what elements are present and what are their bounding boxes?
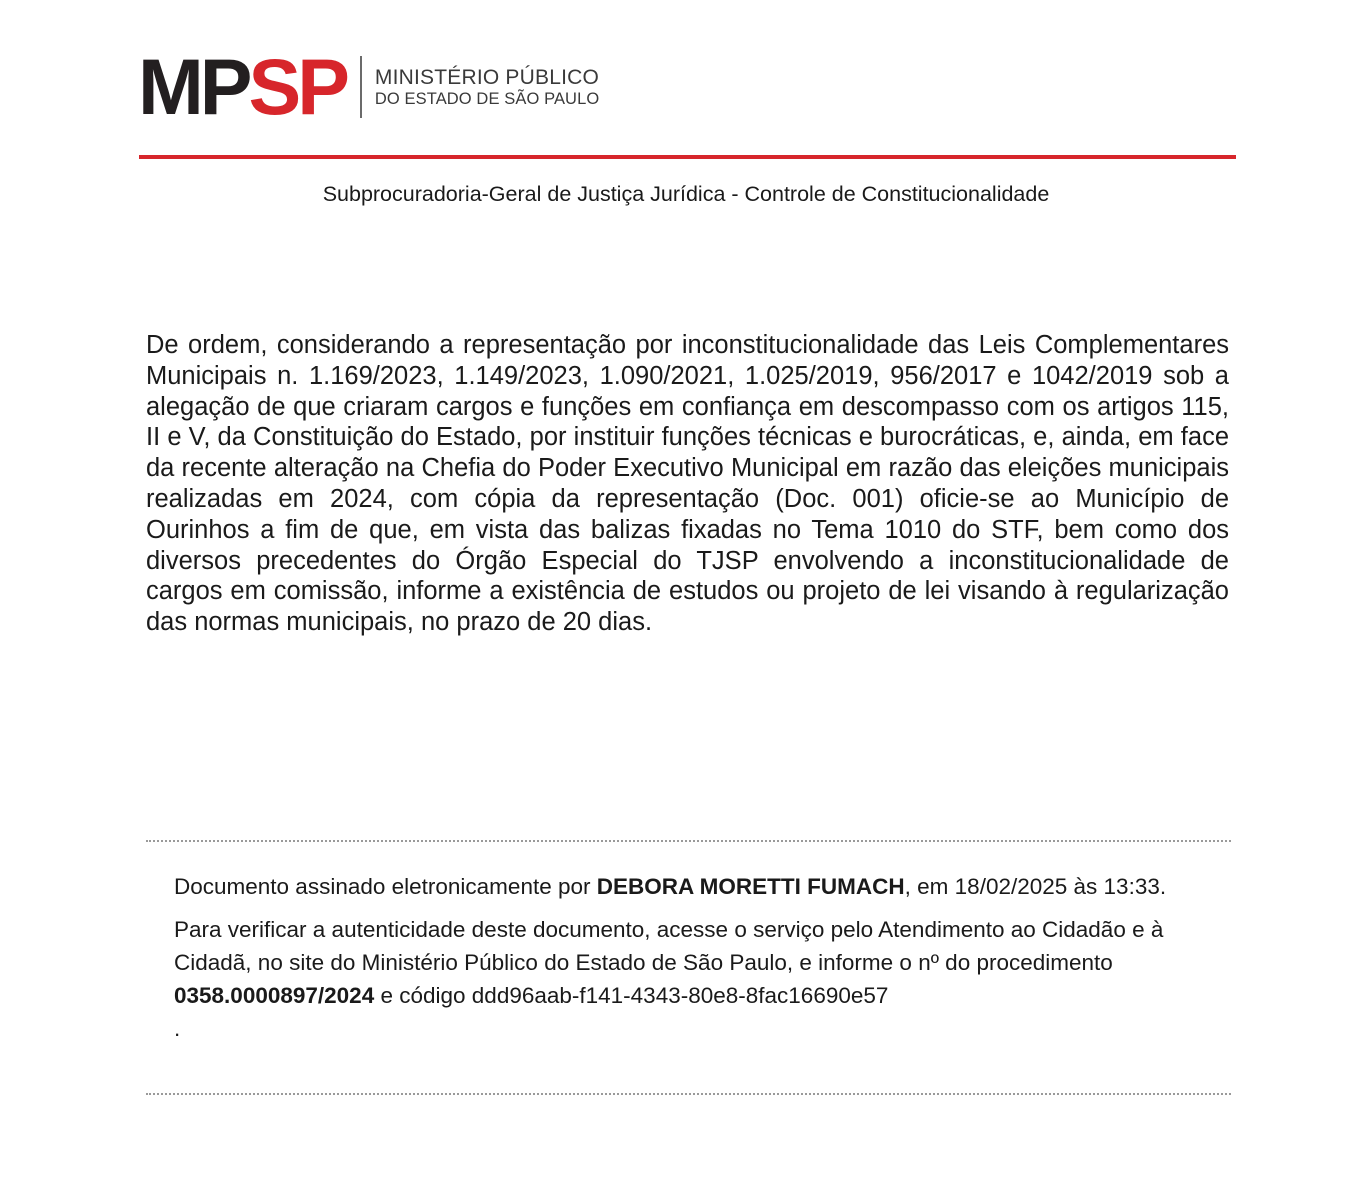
signed-date: , em 18/02/2025 às 13:33.: [904, 874, 1167, 899]
verification-code: e código ddd96aab-f141-4343-80e8-8fac16690e57: [374, 983, 889, 1008]
logo-divider: [360, 56, 362, 118]
verify-prefix: Para verificar a autenticidade deste documento, acesse o serviço pelo Atendimento ao Cidadão e à Cidadã, no site do Ministério Público do Estado de São Paulo, e informe o nº do procedimento: [174, 917, 1164, 975]
department-subtitle: Subprocuradoria-Geral de Justiça Jurídica - Controle de Constitucionalidade: [322, 182, 1050, 206]
order-paragraph: De ordem, considerando a representação por inconstitucionalidade das Leis Complementares Municipais n. 1.169/2023, 1.149/2023, 1.090/2021, 1.025/2019, 956/2017 e 1042/2019 sob a alegação de que criaram cargos e funções em confiança em descompasso com os artigos 115, II e V, da Constituição do Estado, por instituir funções técnicas e burocráticas, e, ainda, em face da recente alteração na Chefia do Poder Executivo Municipal em razão das eleições municipais realizadas em 2024, com cópia da representação (Doc. 001) oficie-se ao Município de Ourinhos a fim de que, em vista das balizas fixadas no Tema 1010 do STF, bem como dos diversos precedentes do Órgão Especial do TJSP envolvendo a inconstitucionalidade de cargos em comissão, informe a existência de estudos ou projeto de lei visando à regularização das normas municipais, no prazo de 20 dias.: [146, 331, 1229, 637]
org-name-line2: DO ESTADO DE SÃO PAULO: [374, 89, 600, 108]
header-red-rule: [139, 155, 1236, 159]
signature-block: [174, 870, 1214, 1045]
logo-mp: MP: [138, 42, 249, 131]
signed-prefix: Documento assinado eletronicamente por: [174, 874, 597, 899]
org-name-line1: MINISTÉRIO PÚBLICO: [374, 65, 600, 89]
logo-wordmark: [138, 42, 346, 131]
signature-divider-bottom: [146, 1093, 1231, 1095]
verification-statement: [174, 913, 1214, 1045]
logo-org-name: [375, 66, 599, 109]
trailing-dot: .: [174, 1016, 181, 1041]
signature-statement: [174, 870, 1214, 903]
logo-sp: SP: [248, 42, 346, 131]
signature-divider-top: [146, 840, 1231, 842]
procedure-number: 0358.0000897/2024: [174, 983, 375, 1008]
signer-name: DEBORA MORETTI FUMACH: [596, 874, 905, 899]
mpsp-logo: [138, 42, 600, 131]
